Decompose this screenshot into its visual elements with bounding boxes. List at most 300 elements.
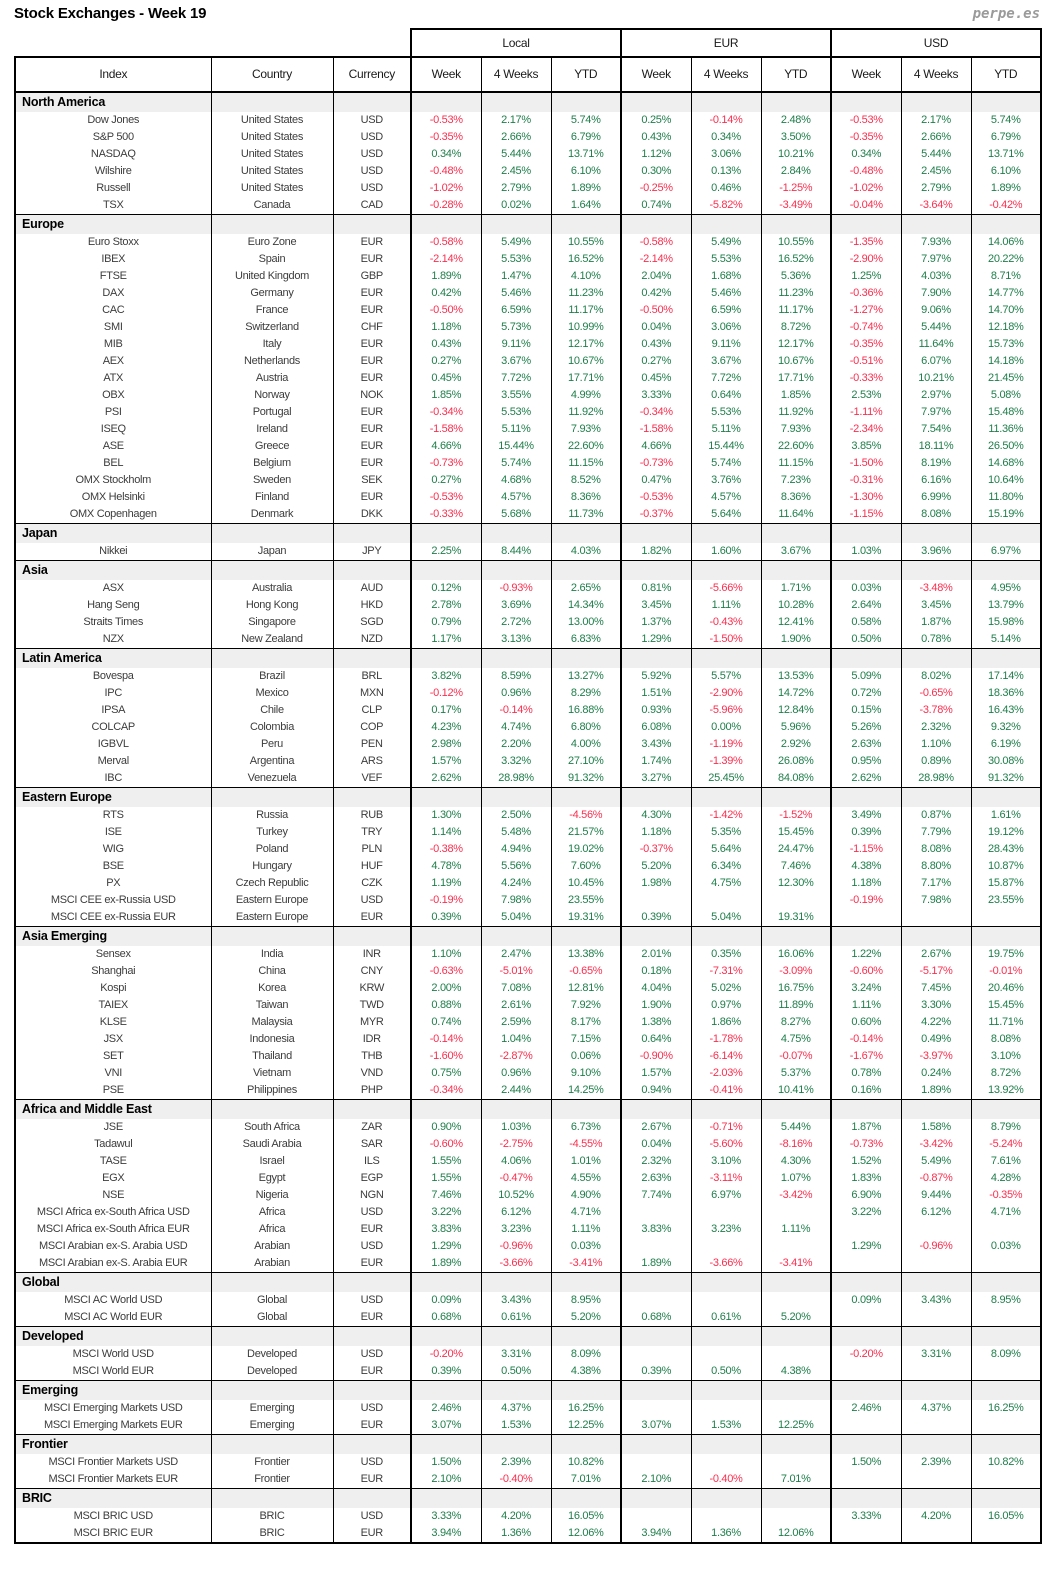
value-cell <box>971 1221 1041 1238</box>
value-cell: 4.38% <box>831 858 901 875</box>
value-cell: -1.30% <box>831 489 901 506</box>
value-cell <box>761 1346 831 1363</box>
value-cell: 4.20% <box>901 1508 971 1525</box>
country-cell: Egypt <box>211 1170 333 1187</box>
value-cell: 0.64% <box>691 387 761 404</box>
currency-cell: EUR <box>333 1471 411 1489</box>
value-cell: 12.06% <box>551 1525 621 1543</box>
value-cell: 12.25% <box>551 1417 621 1435</box>
value-cell: -0.37% <box>621 506 691 524</box>
value-cell: 5.44% <box>481 146 551 163</box>
section-cell <box>333 561 411 581</box>
value-cell: 3.94% <box>621 1525 691 1543</box>
value-cell: 1.57% <box>621 1065 691 1082</box>
value-cell: 0.47% <box>621 472 691 489</box>
country-cell: Global <box>211 1292 333 1309</box>
value-cell: 1.11% <box>831 997 901 1014</box>
value-cell: -0.73% <box>831 1136 901 1153</box>
section-cell <box>621 649 691 669</box>
table-row <box>15 251 1041 268</box>
index-cell: MSCI Frontier Markets USD <box>15 1454 211 1471</box>
value-cell: 11.17% <box>761 302 831 319</box>
value-cell: 1.89% <box>551 180 621 197</box>
value-cell: 1.55% <box>411 1170 481 1187</box>
value-cell: -0.50% <box>411 302 481 319</box>
value-cell: -4.55% <box>551 1136 621 1153</box>
value-cell: 0.79% <box>411 614 481 631</box>
value-cell: 2.61% <box>481 997 551 1014</box>
value-cell: 7.01% <box>551 1471 621 1489</box>
value-cell: 9.11% <box>691 336 761 353</box>
value-cell: 3.49% <box>831 807 901 824</box>
section-row <box>15 92 1041 112</box>
value-cell: 4.30% <box>621 807 691 824</box>
table-row <box>15 1238 1041 1255</box>
table-row <box>15 1082 1041 1100</box>
value-cell: 7.01% <box>761 1471 831 1489</box>
value-cell: 3.43% <box>621 736 691 753</box>
table-row <box>15 543 1041 561</box>
value-cell: 2.79% <box>481 180 551 197</box>
value-cell: 10.55% <box>551 234 621 251</box>
country-cell: Italy <box>211 336 333 353</box>
country-cell: New Zealand <box>211 631 333 649</box>
table-row <box>15 112 1041 129</box>
value-cell: 6.12% <box>481 1204 551 1221</box>
value-cell: 1.98% <box>621 875 691 892</box>
value-cell: 1.82% <box>621 543 691 561</box>
section-cell <box>691 1100 761 1120</box>
value-cell: 1.30% <box>411 807 481 824</box>
index-cell: FTSE <box>15 268 211 285</box>
value-cell: 3.27% <box>621 770 691 788</box>
value-cell: 14.68% <box>971 455 1041 472</box>
value-cell: 0.27% <box>621 353 691 370</box>
section-label: Global <box>15 1273 211 1293</box>
col-header-usd-4weeks: 4 Weeks <box>901 57 971 92</box>
value-cell: 2.65% <box>551 580 621 597</box>
value-cell: 12.17% <box>761 336 831 353</box>
table-row <box>15 668 1041 685</box>
value-cell: -0.73% <box>411 455 481 472</box>
section-cell <box>691 1435 761 1455</box>
value-cell: 7.92% <box>551 997 621 1014</box>
value-cell <box>761 1292 831 1309</box>
value-cell: 1.90% <box>761 631 831 649</box>
value-cell: 0.03% <box>551 1238 621 1255</box>
value-cell: 11.92% <box>761 404 831 421</box>
country-cell: Poland <box>211 841 333 858</box>
index-cell: TASE <box>15 1153 211 1170</box>
value-cell: 2.46% <box>831 1400 901 1417</box>
value-cell: 8.17% <box>551 1014 621 1031</box>
section-cell <box>551 1273 621 1293</box>
value-cell: 1.36% <box>481 1525 551 1543</box>
index-cell: MSCI CEE ex-Russia USD <box>15 892 211 909</box>
value-cell: -0.14% <box>691 112 761 129</box>
value-cell: 7.97% <box>901 404 971 421</box>
section-cell <box>411 215 481 235</box>
col-header-local-week: Week <box>411 57 481 92</box>
value-cell: 2.39% <box>481 1454 551 1471</box>
value-cell: 1.87% <box>901 614 971 631</box>
value-cell: 5.48% <box>481 824 551 841</box>
index-cell: MSCI AC World EUR <box>15 1309 211 1327</box>
value-cell: 5.53% <box>691 404 761 421</box>
value-cell: 0.12% <box>411 580 481 597</box>
value-cell: 2.17% <box>481 112 551 129</box>
value-cell <box>831 1471 901 1489</box>
value-cell: 10.45% <box>551 875 621 892</box>
value-cell: 1.53% <box>481 1417 551 1435</box>
currency-cell: EUR <box>333 1309 411 1327</box>
value-cell: -2.14% <box>621 251 691 268</box>
country-cell: Finland <box>211 489 333 506</box>
section-label: Latin America <box>15 649 211 669</box>
value-cell: 5.92% <box>621 668 691 685</box>
section-cell <box>211 1489 333 1509</box>
value-cell: 8.80% <box>901 858 971 875</box>
value-cell: 0.39% <box>621 909 691 927</box>
value-cell: -5.01% <box>481 963 551 980</box>
value-cell: 10.67% <box>551 353 621 370</box>
section-label: Emerging <box>15 1381 211 1401</box>
value-cell: -3.78% <box>901 702 971 719</box>
value-cell: 19.02% <box>551 841 621 858</box>
section-cell <box>211 1327 333 1347</box>
value-cell <box>761 892 831 909</box>
value-cell: 5.74% <box>551 112 621 129</box>
value-cell <box>761 1454 831 1471</box>
currency-cell: COP <box>333 719 411 736</box>
value-cell: 4.06% <box>481 1153 551 1170</box>
value-cell: 10.55% <box>761 234 831 251</box>
value-cell: 1.85% <box>761 387 831 404</box>
value-cell: -0.53% <box>411 489 481 506</box>
country-cell: Africa <box>211 1204 333 1221</box>
table-row <box>15 370 1041 387</box>
value-cell: 4.00% <box>551 736 621 753</box>
country-cell: Eastern Europe <box>211 892 333 909</box>
col-header-eur-ytd: YTD <box>761 57 831 92</box>
value-cell: 1.55% <box>411 1153 481 1170</box>
value-cell: 5.64% <box>691 841 761 858</box>
value-cell: 7.46% <box>411 1187 481 1204</box>
value-cell: 1.07% <box>761 1170 831 1187</box>
col-header-currency: Currency <box>333 57 411 92</box>
value-cell <box>691 1346 761 1363</box>
currency-cell: USD <box>333 892 411 909</box>
value-cell: 0.96% <box>481 1065 551 1082</box>
currency-cell: EUR <box>333 455 411 472</box>
brand-link[interactable]: perpe.es <box>972 6 1040 22</box>
country-cell: Canada <box>211 197 333 215</box>
value-cell: 11.23% <box>761 285 831 302</box>
table-row <box>15 1255 1041 1273</box>
table-row <box>15 892 1041 909</box>
value-cell: 19.75% <box>971 946 1041 963</box>
section-cell <box>211 215 333 235</box>
section-cell <box>481 561 551 581</box>
value-cell: 16.05% <box>551 1508 621 1525</box>
value-cell: 3.45% <box>901 597 971 614</box>
table-row <box>15 472 1041 489</box>
value-cell: 14.06% <box>971 234 1041 251</box>
value-cell: 1.89% <box>411 268 481 285</box>
value-cell: 11.15% <box>761 455 831 472</box>
value-cell: -0.90% <box>621 1048 691 1065</box>
value-cell: 84.08% <box>761 770 831 788</box>
value-cell: 2.67% <box>621 1119 691 1136</box>
value-cell: 5.11% <box>481 421 551 438</box>
value-cell: -0.71% <box>691 1119 761 1136</box>
value-cell: -0.53% <box>411 112 481 129</box>
table-row <box>15 1221 1041 1238</box>
section-cell <box>621 561 691 581</box>
section-cell <box>901 788 971 808</box>
value-cell: -3.48% <box>901 580 971 597</box>
value-cell: -3.41% <box>761 1255 831 1273</box>
value-cell: 0.90% <box>411 1119 481 1136</box>
value-cell: 7.98% <box>901 892 971 909</box>
value-cell: -1.27% <box>831 302 901 319</box>
section-cell <box>971 788 1041 808</box>
currency-cell: CZK <box>333 875 411 892</box>
value-cell: -0.35% <box>971 1187 1041 1204</box>
value-cell <box>831 1255 901 1273</box>
value-cell: 1.03% <box>831 543 901 561</box>
value-cell: 1.25% <box>831 268 901 285</box>
value-cell: -3.49% <box>761 197 831 215</box>
country-cell: United States <box>211 112 333 129</box>
section-cell <box>621 1381 691 1401</box>
section-label: Developed <box>15 1327 211 1347</box>
currency-cell: CAD <box>333 197 411 215</box>
value-cell: 11.17% <box>551 302 621 319</box>
stock-exchanges-table <box>14 28 1042 1544</box>
value-cell <box>971 1471 1041 1489</box>
value-cell: 8.08% <box>901 841 971 858</box>
section-cell <box>621 927 691 947</box>
value-cell: 7.74% <box>621 1187 691 1204</box>
table-row <box>15 302 1041 319</box>
value-cell: 5.49% <box>691 234 761 251</box>
value-cell: 28.98% <box>481 770 551 788</box>
table-row <box>15 404 1041 421</box>
value-cell: 3.30% <box>901 997 971 1014</box>
index-cell: MSCI AC World USD <box>15 1292 211 1309</box>
value-cell: -1.58% <box>621 421 691 438</box>
value-cell: 3.76% <box>691 472 761 489</box>
value-cell: -0.40% <box>691 1471 761 1489</box>
table-row <box>15 1400 1041 1417</box>
value-cell: 0.02% <box>481 197 551 215</box>
value-cell: 3.06% <box>691 146 761 163</box>
value-cell: -1.58% <box>411 421 481 438</box>
table-header <box>15 29 1041 92</box>
value-cell: 3.83% <box>621 1221 691 1238</box>
value-cell: -1.35% <box>831 234 901 251</box>
country-cell: Germany <box>211 285 333 302</box>
value-cell: 3.67% <box>481 353 551 370</box>
value-cell: 1.10% <box>411 946 481 963</box>
section-row <box>15 1435 1041 1455</box>
section-label: BRIC <box>15 1489 211 1509</box>
value-cell <box>761 1238 831 1255</box>
value-cell: 0.03% <box>971 1238 1041 1255</box>
value-cell: 5.57% <box>691 668 761 685</box>
page-title: Stock Exchanges - Week 19 <box>14 5 207 22</box>
value-cell: 0.58% <box>831 614 901 631</box>
value-cell <box>621 1238 691 1255</box>
section-cell <box>761 927 831 947</box>
value-cell <box>971 1417 1041 1435</box>
index-cell: ASE <box>15 438 211 455</box>
currency-cell: CNY <box>333 963 411 980</box>
value-cell: 3.45% <box>621 597 691 614</box>
value-cell: -1.50% <box>691 631 761 649</box>
value-cell: -0.20% <box>411 1346 481 1363</box>
currency-cell: PEN <box>333 736 411 753</box>
country-cell: South Africa <box>211 1119 333 1136</box>
value-cell: 13.38% <box>551 946 621 963</box>
currency-cell: HUF <box>333 858 411 875</box>
value-cell: 1.29% <box>831 1238 901 1255</box>
index-cell: MSCI BRIC EUR <box>15 1525 211 1543</box>
value-cell: 10.87% <box>971 858 1041 875</box>
section-cell <box>831 788 901 808</box>
value-cell: 5.20% <box>551 1309 621 1327</box>
value-cell: -0.25% <box>621 180 691 197</box>
section-cell <box>901 1327 971 1347</box>
section-label: Asia <box>15 561 211 581</box>
value-cell: 2.63% <box>831 736 901 753</box>
country-cell: Denmark <box>211 506 333 524</box>
value-cell: 14.34% <box>551 597 621 614</box>
value-cell: -0.01% <box>971 963 1041 980</box>
value-cell: 2.00% <box>411 980 481 997</box>
value-cell: 1.29% <box>411 1238 481 1255</box>
value-cell: 7.93% <box>901 234 971 251</box>
country-cell: Developed <box>211 1363 333 1381</box>
value-cell: -0.53% <box>831 112 901 129</box>
value-cell: 4.55% <box>551 1170 621 1187</box>
value-cell: 1.11% <box>691 597 761 614</box>
value-cell: 2.46% <box>411 1400 481 1417</box>
value-cell: 0.34% <box>691 129 761 146</box>
value-cell: 10.82% <box>971 1454 1041 1471</box>
country-cell: Emerging <box>211 1417 333 1435</box>
value-cell: 4.94% <box>481 841 551 858</box>
value-cell <box>621 1400 691 1417</box>
value-cell: 0.72% <box>831 685 901 702</box>
value-cell <box>901 1363 971 1381</box>
section-cell <box>691 1381 761 1401</box>
table-row <box>15 1204 1041 1221</box>
table-row <box>15 753 1041 770</box>
value-cell: 7.17% <box>901 875 971 892</box>
value-cell: 0.09% <box>411 1292 481 1309</box>
value-cell: 2.47% <box>481 946 551 963</box>
country-cell: Israel <box>211 1153 333 1170</box>
value-cell: 13.92% <box>971 1082 1041 1100</box>
value-cell: 5.53% <box>481 404 551 421</box>
value-cell: 8.95% <box>551 1292 621 1309</box>
col-header-country: Country <box>211 57 333 92</box>
value-cell: 7.97% <box>901 251 971 268</box>
value-cell: -1.39% <box>691 753 761 770</box>
value-cell: -1.19% <box>691 736 761 753</box>
value-cell <box>971 909 1041 927</box>
country-cell: Spain <box>211 251 333 268</box>
country-cell: Taiwan <box>211 997 333 1014</box>
index-cell: NZX <box>15 631 211 649</box>
value-cell <box>901 1525 971 1543</box>
section-cell <box>211 927 333 947</box>
value-cell: 7.08% <box>481 980 551 997</box>
value-cell: -2.03% <box>691 1065 761 1082</box>
value-cell: -0.65% <box>551 963 621 980</box>
value-cell: -0.60% <box>411 1136 481 1153</box>
table-row <box>15 455 1041 472</box>
value-cell: 5.73% <box>481 319 551 336</box>
country-cell: Belgium <box>211 455 333 472</box>
value-cell: 1.38% <box>621 1014 691 1031</box>
section-cell <box>333 1273 411 1293</box>
col-header-local-ytd: YTD <box>551 57 621 92</box>
value-cell: 0.50% <box>831 631 901 649</box>
value-cell: 4.66% <box>411 438 481 455</box>
value-cell <box>831 1309 901 1327</box>
col-header-local-4weeks: 4 Weeks <box>481 57 551 92</box>
value-cell: -0.14% <box>831 1031 901 1048</box>
country-cell: Emerging <box>211 1400 333 1417</box>
value-cell: 2.39% <box>901 1454 971 1471</box>
value-cell: -0.58% <box>621 234 691 251</box>
value-cell: -0.33% <box>831 370 901 387</box>
section-cell <box>411 1381 481 1401</box>
value-cell: 14.25% <box>551 1082 621 1100</box>
value-cell: -0.87% <box>901 1170 971 1187</box>
index-cell: PX <box>15 875 211 892</box>
value-cell: 1.03% <box>481 1119 551 1136</box>
value-cell: 0.18% <box>621 963 691 980</box>
value-cell: -3.66% <box>481 1255 551 1273</box>
value-cell: 0.74% <box>411 1014 481 1031</box>
section-cell <box>481 1273 551 1293</box>
country-cell: Switzerland <box>211 319 333 336</box>
value-cell: 1.64% <box>551 197 621 215</box>
section-cell <box>761 649 831 669</box>
section-cell <box>621 215 691 235</box>
value-cell: 20.46% <box>971 980 1041 997</box>
value-cell: 7.79% <box>901 824 971 841</box>
table-row <box>15 336 1041 353</box>
table-row <box>15 875 1041 892</box>
value-cell: 5.04% <box>691 909 761 927</box>
value-cell: 4.74% <box>481 719 551 736</box>
table-row <box>15 807 1041 824</box>
value-cell: 12.18% <box>971 319 1041 336</box>
section-cell <box>481 1100 551 1120</box>
value-cell: 2.17% <box>901 112 971 129</box>
currency-cell: BRL <box>333 668 411 685</box>
section-cell <box>971 649 1041 669</box>
country-cell: Nigeria <box>211 1187 333 1204</box>
index-cell: Tadawul <box>15 1136 211 1153</box>
section-cell <box>971 1273 1041 1293</box>
col-header-index: Index <box>15 57 211 92</box>
